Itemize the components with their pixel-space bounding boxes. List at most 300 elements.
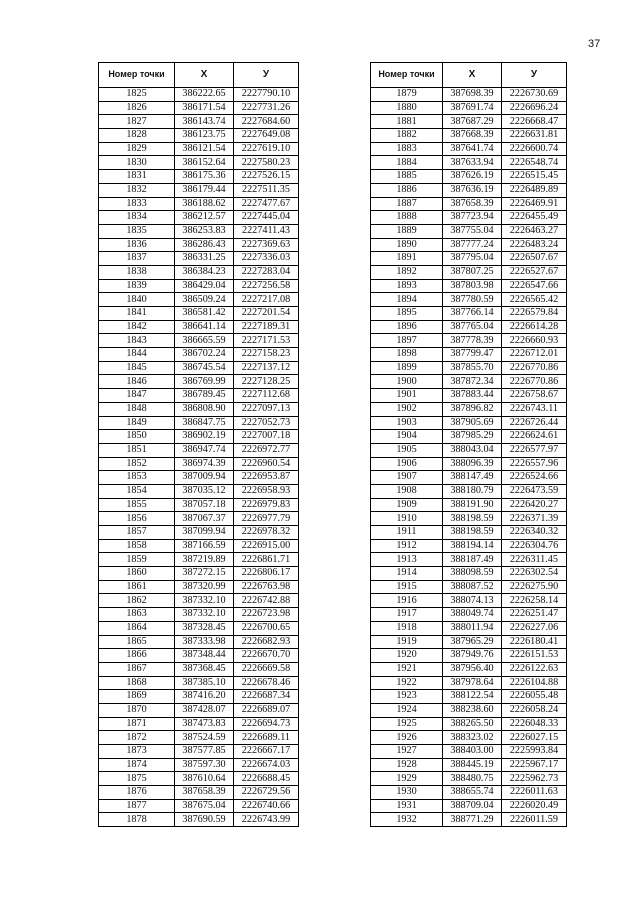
point-number-cell: 1893 bbox=[371, 279, 443, 293]
x-coordinate-cell: 387636.19 bbox=[443, 183, 502, 197]
x-coordinate-cell: 387385.10 bbox=[175, 676, 234, 690]
point-number-cell: 1878 bbox=[99, 813, 175, 827]
y-coordinate-cell: 2226674.03 bbox=[234, 758, 299, 772]
x-coordinate-cell: 386509.24 bbox=[175, 293, 234, 307]
x-coordinate-cell: 387473.83 bbox=[175, 717, 234, 731]
table-row bbox=[99, 88, 299, 102]
y-coordinate-cell: 2226700.65 bbox=[234, 621, 299, 635]
point-number-cell: 1831 bbox=[99, 170, 175, 184]
table-row bbox=[371, 307, 567, 321]
point-number-cell: 1880 bbox=[371, 101, 443, 115]
table-row bbox=[99, 676, 299, 690]
x-coordinate-cell: 388403.00 bbox=[443, 745, 502, 759]
y-coordinate-cell: 2226953.87 bbox=[234, 471, 299, 485]
y-coordinate-cell: 2226960.54 bbox=[234, 457, 299, 471]
x-coordinate-cell: 386286.43 bbox=[175, 238, 234, 252]
x-coordinate-cell: 386123.75 bbox=[175, 129, 234, 143]
table-row bbox=[371, 567, 567, 581]
point-number-cell: 1888 bbox=[371, 211, 443, 225]
y-coordinate-cell: 2226600.74 bbox=[502, 142, 567, 156]
point-number-cell: 1896 bbox=[371, 320, 443, 334]
table-row bbox=[99, 307, 299, 321]
y-coordinate-cell: 2226151.53 bbox=[502, 649, 567, 663]
x-coordinate-cell: 388198.59 bbox=[443, 512, 502, 526]
y-coordinate-cell: 2226340.32 bbox=[502, 526, 567, 540]
point-number-cell: 1887 bbox=[371, 197, 443, 211]
point-number-cell: 1924 bbox=[371, 703, 443, 717]
y-coordinate-cell: 2226743.99 bbox=[234, 813, 299, 827]
header-point-number: Номер точки bbox=[371, 63, 443, 88]
table-row bbox=[371, 142, 567, 156]
table-row bbox=[99, 662, 299, 676]
x-coordinate-cell: 388709.04 bbox=[443, 799, 502, 813]
y-coordinate-cell: 2226020.49 bbox=[502, 799, 567, 813]
point-number-cell: 1906 bbox=[371, 457, 443, 471]
x-coordinate-cell: 388771.29 bbox=[443, 813, 502, 827]
page-number: 37 bbox=[588, 38, 601, 50]
table-row bbox=[99, 498, 299, 512]
point-number-cell: 1854 bbox=[99, 484, 175, 498]
table-row bbox=[99, 608, 299, 622]
table-row bbox=[371, 389, 567, 403]
point-number-cell: 1853 bbox=[99, 471, 175, 485]
header-x: Х bbox=[175, 63, 234, 88]
table-row bbox=[99, 183, 299, 197]
point-number-cell: 1852 bbox=[99, 457, 175, 471]
y-coordinate-cell: 2226770.86 bbox=[502, 375, 567, 389]
y-coordinate-cell: 2226048.33 bbox=[502, 717, 567, 731]
table-row bbox=[99, 170, 299, 184]
table-row bbox=[371, 265, 567, 279]
table-row bbox=[99, 348, 299, 362]
point-number-cell: 1867 bbox=[99, 662, 175, 676]
point-number-cell: 1836 bbox=[99, 238, 175, 252]
x-coordinate-cell: 386581.42 bbox=[175, 307, 234, 321]
point-number-cell: 1861 bbox=[99, 580, 175, 594]
point-number-cell: 1914 bbox=[371, 567, 443, 581]
point-number-cell: 1859 bbox=[99, 553, 175, 567]
point-number-cell: 1899 bbox=[371, 361, 443, 375]
point-number-cell: 1849 bbox=[99, 416, 175, 430]
table-row bbox=[371, 498, 567, 512]
x-coordinate-cell: 388147.49 bbox=[443, 471, 502, 485]
x-coordinate-cell: 387799.47 bbox=[443, 348, 502, 362]
x-coordinate-cell: 388180.79 bbox=[443, 484, 502, 498]
y-coordinate-cell: 2227790.10 bbox=[234, 88, 299, 102]
y-coordinate-cell: 2226304.76 bbox=[502, 539, 567, 553]
y-coordinate-cell: 2227445.04 bbox=[234, 211, 299, 225]
y-coordinate-cell: 2227526.15 bbox=[234, 170, 299, 184]
point-number-cell: 1857 bbox=[99, 526, 175, 540]
table-row bbox=[371, 717, 567, 731]
table-row bbox=[371, 512, 567, 526]
y-coordinate-cell: 2226058.24 bbox=[502, 703, 567, 717]
x-coordinate-cell: 387320.99 bbox=[175, 580, 234, 594]
point-number-cell: 1850 bbox=[99, 430, 175, 444]
x-coordinate-cell: 387766.14 bbox=[443, 307, 502, 321]
point-number-cell: 1900 bbox=[371, 375, 443, 389]
table-row bbox=[99, 129, 299, 143]
y-coordinate-cell: 2226678.46 bbox=[234, 676, 299, 690]
table-row bbox=[371, 690, 567, 704]
table-row bbox=[371, 471, 567, 485]
y-coordinate-cell: 2226614.28 bbox=[502, 320, 567, 334]
y-coordinate-cell: 2226688.45 bbox=[234, 772, 299, 786]
x-coordinate-cell: 387723.94 bbox=[443, 211, 502, 225]
table-row bbox=[371, 580, 567, 594]
x-coordinate-cell: 388323.02 bbox=[443, 731, 502, 745]
point-number-cell: 1931 bbox=[371, 799, 443, 813]
point-number-cell: 1869 bbox=[99, 690, 175, 704]
table-row bbox=[371, 430, 567, 444]
table-row bbox=[99, 526, 299, 540]
point-number-cell: 1828 bbox=[99, 129, 175, 143]
y-coordinate-cell: 2226515.45 bbox=[502, 170, 567, 184]
y-coordinate-cell: 2226251.47 bbox=[502, 608, 567, 622]
table-row bbox=[99, 443, 299, 457]
x-coordinate-cell: 387166.59 bbox=[175, 539, 234, 553]
table-row bbox=[371, 320, 567, 334]
table-row bbox=[371, 129, 567, 143]
point-number-cell: 1879 bbox=[371, 88, 443, 102]
point-number-cell: 1915 bbox=[371, 580, 443, 594]
y-coordinate-cell: 2226669.58 bbox=[234, 662, 299, 676]
point-number-cell: 1898 bbox=[371, 348, 443, 362]
table-header-row bbox=[99, 63, 299, 88]
table-row bbox=[99, 690, 299, 704]
table-row bbox=[371, 183, 567, 197]
table-row bbox=[371, 635, 567, 649]
y-coordinate-cell: 2226227.06 bbox=[502, 621, 567, 635]
y-coordinate-cell: 2227336.03 bbox=[234, 252, 299, 266]
x-coordinate-cell: 388265.50 bbox=[443, 717, 502, 731]
point-number-cell: 1839 bbox=[99, 279, 175, 293]
x-coordinate-cell: 387795.04 bbox=[443, 252, 502, 266]
y-coordinate-cell: 2226311.45 bbox=[502, 553, 567, 567]
x-coordinate-cell: 386702.24 bbox=[175, 348, 234, 362]
x-coordinate-cell: 388480.75 bbox=[443, 772, 502, 786]
y-coordinate-cell: 2226122.63 bbox=[502, 662, 567, 676]
table-row bbox=[371, 662, 567, 676]
x-coordinate-cell: 387803.98 bbox=[443, 279, 502, 293]
y-coordinate-cell: 2226371.39 bbox=[502, 512, 567, 526]
point-number-cell: 1863 bbox=[99, 608, 175, 622]
header-y: У bbox=[502, 63, 567, 88]
y-coordinate-cell: 2226027.15 bbox=[502, 731, 567, 745]
x-coordinate-cell: 387332.10 bbox=[175, 594, 234, 608]
x-coordinate-cell: 387765.04 bbox=[443, 320, 502, 334]
y-coordinate-cell: 2227201.54 bbox=[234, 307, 299, 321]
y-coordinate-cell: 2227217.08 bbox=[234, 293, 299, 307]
table-row bbox=[99, 252, 299, 266]
point-number-cell: 1902 bbox=[371, 402, 443, 416]
table-row bbox=[371, 772, 567, 786]
point-number-cell: 1928 bbox=[371, 758, 443, 772]
x-coordinate-cell: 387956.40 bbox=[443, 662, 502, 676]
table-row bbox=[99, 731, 299, 745]
point-number-cell: 1825 bbox=[99, 88, 175, 102]
table-row bbox=[99, 142, 299, 156]
point-number-cell: 1904 bbox=[371, 430, 443, 444]
table-row bbox=[99, 758, 299, 772]
x-coordinate-cell: 387668.39 bbox=[443, 129, 502, 143]
y-coordinate-cell: 2227283.04 bbox=[234, 265, 299, 279]
point-number-cell: 1913 bbox=[371, 553, 443, 567]
x-coordinate-cell: 387577.85 bbox=[175, 745, 234, 759]
point-number-cell: 1910 bbox=[371, 512, 443, 526]
y-coordinate-cell: 2227256.58 bbox=[234, 279, 299, 293]
x-coordinate-cell: 387896.82 bbox=[443, 402, 502, 416]
point-number-cell: 1874 bbox=[99, 758, 175, 772]
point-number-cell: 1923 bbox=[371, 690, 443, 704]
x-coordinate-cell: 387777.24 bbox=[443, 238, 502, 252]
y-coordinate-cell: 2226548.74 bbox=[502, 156, 567, 170]
x-coordinate-cell: 386847.75 bbox=[175, 416, 234, 430]
table-row bbox=[371, 484, 567, 498]
table-row bbox=[99, 553, 299, 567]
x-coordinate-cell: 387780.59 bbox=[443, 293, 502, 307]
y-coordinate-cell: 2226104.88 bbox=[502, 676, 567, 690]
x-coordinate-cell: 387348.44 bbox=[175, 649, 234, 663]
table-row bbox=[371, 416, 567, 430]
table-row bbox=[99, 471, 299, 485]
y-coordinate-cell: 2226979.83 bbox=[234, 498, 299, 512]
table-row bbox=[99, 197, 299, 211]
table-row bbox=[99, 813, 299, 827]
x-coordinate-cell: 387524.59 bbox=[175, 731, 234, 745]
y-coordinate-cell: 2226978.32 bbox=[234, 526, 299, 540]
x-coordinate-cell: 386331.25 bbox=[175, 252, 234, 266]
x-coordinate-cell: 387333.98 bbox=[175, 635, 234, 649]
x-coordinate-cell: 386665.59 bbox=[175, 334, 234, 348]
point-number-cell: 1907 bbox=[371, 471, 443, 485]
table-row bbox=[99, 786, 299, 800]
y-coordinate-cell: 2226258.14 bbox=[502, 594, 567, 608]
x-coordinate-cell: 387807.25 bbox=[443, 265, 502, 279]
point-number-cell: 1842 bbox=[99, 320, 175, 334]
point-number-cell: 1838 bbox=[99, 265, 175, 279]
point-number-cell: 1843 bbox=[99, 334, 175, 348]
table-row bbox=[99, 772, 299, 786]
point-number-cell: 1870 bbox=[99, 703, 175, 717]
point-number-cell: 1871 bbox=[99, 717, 175, 731]
y-coordinate-cell: 2226740.66 bbox=[234, 799, 299, 813]
x-coordinate-cell: 386902.19 bbox=[175, 430, 234, 444]
y-coordinate-cell: 2226527.67 bbox=[502, 265, 567, 279]
table-row bbox=[371, 676, 567, 690]
y-coordinate-cell: 2226806.17 bbox=[234, 567, 299, 581]
table-row bbox=[371, 115, 567, 129]
x-coordinate-cell: 387872.34 bbox=[443, 375, 502, 389]
x-coordinate-cell: 388238.60 bbox=[443, 703, 502, 717]
y-coordinate-cell: 2226861.71 bbox=[234, 553, 299, 567]
point-number-cell: 1868 bbox=[99, 676, 175, 690]
point-number-cell: 1911 bbox=[371, 526, 443, 540]
table-row bbox=[371, 156, 567, 170]
point-number-cell: 1903 bbox=[371, 416, 443, 430]
point-number-cell: 1920 bbox=[371, 649, 443, 663]
y-coordinate-cell: 2226667.17 bbox=[234, 745, 299, 759]
point-number-cell: 1830 bbox=[99, 156, 175, 170]
point-number-cell: 1875 bbox=[99, 772, 175, 786]
table-row bbox=[99, 594, 299, 608]
header-y: У bbox=[234, 63, 299, 88]
point-number-cell: 1882 bbox=[371, 129, 443, 143]
x-coordinate-cell: 388011.94 bbox=[443, 621, 502, 635]
x-coordinate-cell: 386179.44 bbox=[175, 183, 234, 197]
table-row bbox=[99, 416, 299, 430]
point-number-cell: 1932 bbox=[371, 813, 443, 827]
y-coordinate-cell: 2226624.61 bbox=[502, 430, 567, 444]
point-number-cell: 1881 bbox=[371, 115, 443, 129]
x-coordinate-cell: 386175.36 bbox=[175, 170, 234, 184]
y-coordinate-cell: 2226770.86 bbox=[502, 361, 567, 375]
y-coordinate-cell: 2227649.08 bbox=[234, 129, 299, 143]
y-coordinate-cell: 2226420.27 bbox=[502, 498, 567, 512]
table-row bbox=[99, 457, 299, 471]
table-row bbox=[371, 334, 567, 348]
point-number-cell: 1858 bbox=[99, 539, 175, 553]
table-row bbox=[99, 115, 299, 129]
x-coordinate-cell: 388191.90 bbox=[443, 498, 502, 512]
x-coordinate-cell: 386188.62 bbox=[175, 197, 234, 211]
table-row bbox=[99, 539, 299, 553]
y-coordinate-cell: 2226726.44 bbox=[502, 416, 567, 430]
y-coordinate-cell: 2226473.59 bbox=[502, 484, 567, 498]
x-coordinate-cell: 387985.29 bbox=[443, 430, 502, 444]
y-coordinate-cell: 2227511.35 bbox=[234, 183, 299, 197]
point-number-cell: 1877 bbox=[99, 799, 175, 813]
y-coordinate-cell: 2226011.63 bbox=[502, 786, 567, 800]
x-coordinate-cell: 386121.54 bbox=[175, 142, 234, 156]
point-number-cell: 1848 bbox=[99, 402, 175, 416]
table-row bbox=[99, 320, 299, 334]
table-row bbox=[99, 717, 299, 731]
y-coordinate-cell: 2226463.27 bbox=[502, 224, 567, 238]
table-row bbox=[371, 594, 567, 608]
y-coordinate-cell: 2226489.89 bbox=[502, 183, 567, 197]
table-row bbox=[99, 211, 299, 225]
x-coordinate-cell: 387905.69 bbox=[443, 416, 502, 430]
x-coordinate-cell: 386212.57 bbox=[175, 211, 234, 225]
coordinates-table-left bbox=[98, 62, 299, 827]
x-coordinate-cell: 387597.30 bbox=[175, 758, 234, 772]
point-number-cell: 1930 bbox=[371, 786, 443, 800]
table-row bbox=[99, 224, 299, 238]
x-coordinate-cell: 386152.64 bbox=[175, 156, 234, 170]
x-coordinate-cell: 387428.07 bbox=[175, 703, 234, 717]
point-number-cell: 1927 bbox=[371, 745, 443, 759]
y-coordinate-cell: 2226557.96 bbox=[502, 457, 567, 471]
x-coordinate-cell: 387035.12 bbox=[175, 484, 234, 498]
point-number-cell: 1922 bbox=[371, 676, 443, 690]
point-number-cell: 1841 bbox=[99, 307, 175, 321]
table-row bbox=[371, 539, 567, 553]
table-row bbox=[99, 430, 299, 444]
x-coordinate-cell: 387690.59 bbox=[175, 813, 234, 827]
y-coordinate-cell: 2226469.91 bbox=[502, 197, 567, 211]
x-coordinate-cell: 388049.74 bbox=[443, 608, 502, 622]
table-row bbox=[371, 211, 567, 225]
y-coordinate-cell: 2226758.67 bbox=[502, 389, 567, 403]
point-number-cell: 1865 bbox=[99, 635, 175, 649]
table-row bbox=[371, 745, 567, 759]
point-number-cell: 1921 bbox=[371, 662, 443, 676]
x-coordinate-cell: 386384.23 bbox=[175, 265, 234, 279]
y-coordinate-cell: 2225993.84 bbox=[502, 745, 567, 759]
x-coordinate-cell: 387416.20 bbox=[175, 690, 234, 704]
point-number-cell: 1905 bbox=[371, 443, 443, 457]
x-coordinate-cell: 387368.45 bbox=[175, 662, 234, 676]
x-coordinate-cell: 387691.74 bbox=[443, 101, 502, 115]
x-coordinate-cell: 386171.54 bbox=[175, 101, 234, 115]
table-row bbox=[99, 265, 299, 279]
y-coordinate-cell: 2227158.23 bbox=[234, 348, 299, 362]
point-number-cell: 1855 bbox=[99, 498, 175, 512]
point-number-cell: 1866 bbox=[99, 649, 175, 663]
y-coordinate-cell: 2227171.53 bbox=[234, 334, 299, 348]
point-number-cell: 1909 bbox=[371, 498, 443, 512]
table-row bbox=[99, 799, 299, 813]
table-row bbox=[371, 224, 567, 238]
x-coordinate-cell: 387883.44 bbox=[443, 389, 502, 403]
x-coordinate-cell: 387057.18 bbox=[175, 498, 234, 512]
x-coordinate-cell: 387658.39 bbox=[175, 786, 234, 800]
point-number-cell: 1912 bbox=[371, 539, 443, 553]
x-coordinate-cell: 386429.04 bbox=[175, 279, 234, 293]
point-number-cell: 1929 bbox=[371, 772, 443, 786]
x-coordinate-cell: 386253.83 bbox=[175, 224, 234, 238]
y-coordinate-cell: 2227731.26 bbox=[234, 101, 299, 115]
x-coordinate-cell: 387610.64 bbox=[175, 772, 234, 786]
table-row bbox=[99, 279, 299, 293]
x-coordinate-cell: 386947.74 bbox=[175, 443, 234, 457]
table-row bbox=[371, 101, 567, 115]
y-coordinate-cell: 2227411.43 bbox=[234, 224, 299, 238]
table-row bbox=[371, 375, 567, 389]
point-number-cell: 1847 bbox=[99, 389, 175, 403]
y-coordinate-cell: 2227052.73 bbox=[234, 416, 299, 430]
point-number-cell: 1897 bbox=[371, 334, 443, 348]
point-number-cell: 1916 bbox=[371, 594, 443, 608]
x-coordinate-cell: 387658.39 bbox=[443, 197, 502, 211]
y-coordinate-cell: 2227619.10 bbox=[234, 142, 299, 156]
x-coordinate-cell: 387067.37 bbox=[175, 512, 234, 526]
x-coordinate-cell: 387687.29 bbox=[443, 115, 502, 129]
table-row bbox=[99, 334, 299, 348]
point-number-cell: 1844 bbox=[99, 348, 175, 362]
x-coordinate-cell: 387755.04 bbox=[443, 224, 502, 238]
table-row bbox=[371, 731, 567, 745]
table-row bbox=[99, 361, 299, 375]
table-row bbox=[371, 348, 567, 362]
table-header-row bbox=[371, 63, 567, 88]
point-number-cell: 1876 bbox=[99, 786, 175, 800]
y-coordinate-cell: 2227684.60 bbox=[234, 115, 299, 129]
table-row bbox=[371, 88, 567, 102]
coordinates-table-right bbox=[370, 62, 567, 827]
point-number-cell: 1832 bbox=[99, 183, 175, 197]
table-row bbox=[99, 484, 299, 498]
point-number-cell: 1829 bbox=[99, 142, 175, 156]
x-coordinate-cell: 387641.74 bbox=[443, 142, 502, 156]
point-number-cell: 1826 bbox=[99, 101, 175, 115]
table-row bbox=[99, 293, 299, 307]
table-row bbox=[99, 402, 299, 416]
y-coordinate-cell: 2226670.70 bbox=[234, 649, 299, 663]
table-row bbox=[371, 197, 567, 211]
x-coordinate-cell: 387099.94 bbox=[175, 526, 234, 540]
